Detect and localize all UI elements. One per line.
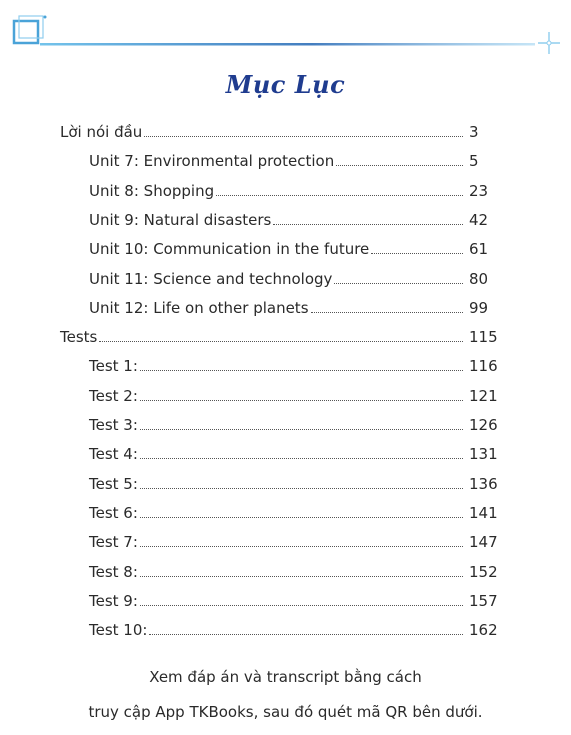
toc-entry xyxy=(89,205,507,229)
toc-entry-label: Test 3: xyxy=(89,416,138,434)
dot-leader xyxy=(140,516,463,518)
toc-entry xyxy=(89,264,507,288)
dot-leader xyxy=(149,633,463,635)
page-title: Mục Lục xyxy=(225,70,346,99)
toc-entry-label: Test 7: xyxy=(89,533,138,552)
footer-line-2: truy cập App TKBooks, sau đó quét mã QR bên dưới. xyxy=(88,703,483,721)
dot-leader xyxy=(216,194,463,196)
toc-entry-label: Test 6: xyxy=(89,503,138,522)
toc-entry-page: 141 xyxy=(469,503,498,522)
toc-entry-page: 61 xyxy=(469,240,489,259)
dot-leader xyxy=(334,282,463,284)
toc-entry xyxy=(89,615,507,639)
toc-entry-label: Unit 8: Shopping xyxy=(89,181,215,200)
toc-entry-label: Test 5: xyxy=(89,474,138,493)
header-rule xyxy=(40,43,535,46)
dot-leader xyxy=(144,135,463,137)
toc-entry-page: 115 xyxy=(469,328,498,347)
footer-line-1: Xem đáp án và transcript bằng cách xyxy=(149,668,422,686)
toc-entry-page: 157 xyxy=(469,591,498,610)
toc-entry-page: 131 xyxy=(469,445,498,464)
toc-entry-label: Test 4: xyxy=(89,445,138,464)
toc-entry-page: 80 xyxy=(469,269,489,288)
toc-entry-label: Test 8: xyxy=(89,562,138,581)
toc-entry-page: 162 xyxy=(469,621,498,640)
toc-entry-label: Unit 12: Life on other planets xyxy=(89,298,309,317)
toc-entry xyxy=(89,176,507,200)
toc-entry xyxy=(89,381,507,405)
dot-leader xyxy=(140,428,463,430)
toc-entry-page: 152 xyxy=(469,562,498,581)
toc-entry-label: Unit 11: Science and technology xyxy=(89,269,333,288)
toc-entry xyxy=(89,410,507,434)
toc-entry xyxy=(89,146,507,170)
dot-leader xyxy=(99,340,463,342)
dot-leader xyxy=(273,223,463,225)
toc-entry-label: Lời nói đầu xyxy=(60,123,143,141)
toc-entry xyxy=(89,557,507,581)
toc-entry-label: Unit 9: Natural disasters xyxy=(89,210,272,229)
header-decoration xyxy=(0,0,571,60)
dot-leader xyxy=(336,164,463,166)
toc-entry-page: 99 xyxy=(469,298,489,317)
toc-entry-label: Tests xyxy=(60,328,98,347)
dot-leader xyxy=(140,369,463,371)
toc-entry-page: 121 xyxy=(469,386,498,405)
toc-entry-page: 3 xyxy=(469,123,479,141)
corner-square-icon xyxy=(14,21,38,43)
toc-entry xyxy=(89,234,507,258)
toc-entry-page: 116 xyxy=(469,357,498,376)
toc-entry-label: Test 2: xyxy=(89,386,138,405)
toc-entry-label: Unit 10: Communication in the future xyxy=(89,240,370,259)
toc-entry xyxy=(89,469,507,493)
toc-entry xyxy=(89,351,507,375)
dot-leader xyxy=(140,545,463,547)
dot-leader xyxy=(140,604,463,606)
toc-entry-page: 23 xyxy=(469,181,489,200)
toc-entry-label: Test 9: xyxy=(89,591,138,610)
toc-entry xyxy=(89,586,507,610)
toc-entry xyxy=(89,527,507,551)
dot-leader xyxy=(140,575,463,577)
toc-entry xyxy=(89,439,507,463)
toc-entry xyxy=(89,498,507,522)
toc-entry-page: 42 xyxy=(469,210,489,229)
toc-entry xyxy=(60,117,507,141)
toc-entry-label: Test 10: xyxy=(89,621,148,640)
dot-leader xyxy=(371,252,463,254)
toc-entry-page: 5 xyxy=(469,152,479,171)
dot-leader xyxy=(140,399,463,401)
dot-leader xyxy=(140,487,463,489)
toc-entry xyxy=(60,322,507,346)
toc-entry-label: Unit 7: Environmental protection xyxy=(89,152,335,171)
toc-entry xyxy=(89,293,507,317)
toc-entry-page: 136 xyxy=(469,474,498,493)
toc-entry-page: 126 xyxy=(469,416,498,434)
dot-leader xyxy=(140,457,463,459)
toc-entry-page: 147 xyxy=(469,533,498,552)
dot-leader xyxy=(311,311,463,313)
toc-entry-label: Test 1: xyxy=(89,357,138,376)
